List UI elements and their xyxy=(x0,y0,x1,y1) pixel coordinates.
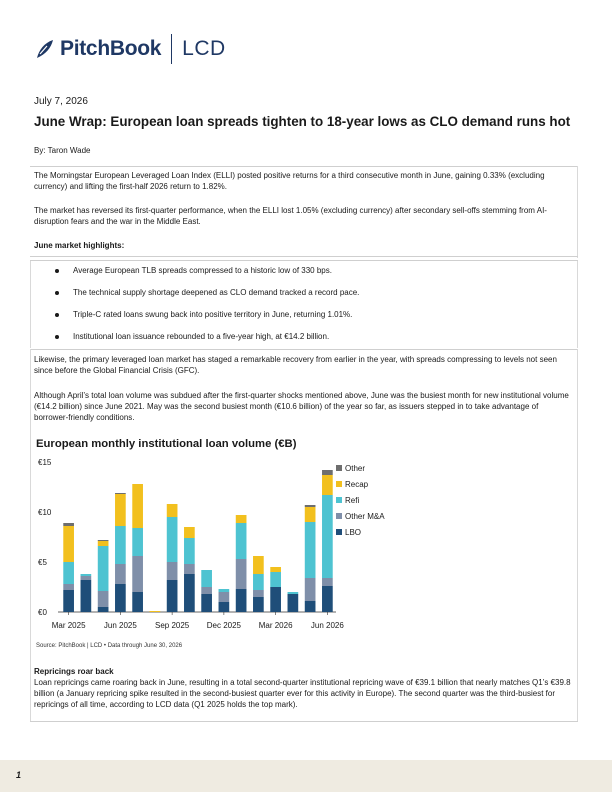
bar-segment xyxy=(253,556,264,574)
bar-segment xyxy=(167,517,178,562)
highlights-top-rule xyxy=(30,260,578,261)
x-tick-label: Mar 2025 xyxy=(51,621,86,630)
bar-segment xyxy=(81,574,92,576)
section-divider xyxy=(30,721,578,722)
bar-segment xyxy=(288,592,299,594)
bar-segment xyxy=(305,522,316,578)
bar-segment xyxy=(253,597,264,612)
x-tick-label: Jun 2026 xyxy=(310,621,344,630)
bar-segment xyxy=(63,523,74,526)
section-divider xyxy=(30,349,578,350)
bar-segment xyxy=(132,528,143,556)
bar-segment xyxy=(184,564,195,574)
bar-segment xyxy=(132,484,143,528)
bar-segment xyxy=(63,590,74,612)
list-item: Institutional loan issuance rebounded to a five-year high, at €14.2 billion. xyxy=(54,332,554,354)
highlights-border xyxy=(30,260,31,348)
bar-segment xyxy=(270,572,281,587)
bar-segment xyxy=(184,574,195,612)
bar-segment xyxy=(115,584,126,612)
y-tick-label: €15 xyxy=(38,458,52,467)
x-tick-label: Jun 2025 xyxy=(103,621,137,630)
section-border xyxy=(577,166,578,258)
bar-segment xyxy=(236,589,247,612)
bar-segment xyxy=(184,527,195,538)
paragraph-q1-reversal: The market has reversed its first-quarter performance, when the ELLI lost 1.05% (excluding currency) after secondary sell-offs stemming from AI-disruption fears and the war in the Middle East. xyxy=(34,206,547,226)
legend-swatch xyxy=(336,481,342,487)
bar-segment xyxy=(98,546,109,591)
logo-product-name: LCD xyxy=(182,37,226,60)
bar-segment xyxy=(98,540,109,541)
bar-segment xyxy=(253,590,264,597)
bar-segment xyxy=(288,594,299,612)
bar-segment xyxy=(236,523,247,559)
list-item: Average European TLB spreads compressed to a historic low of 330 bps. xyxy=(54,266,554,288)
legend-label: Refi xyxy=(345,496,360,505)
paragraph-primary-recovery: Likewise, the primary leveraged loan market has staged a remarkable recovery from earlier in the year, with spreads compressing to levels not seen since before the Global Financial Crisis (GFC). xyxy=(34,355,557,375)
loan-volume-chart xyxy=(30,452,385,642)
paragraph-intro: The Morningstar European Leveraged Loan Index (ELLI) posted positive returns for a third consecutive month in June, gaining 0.33% (excluding currency) and lifting the first-half 2026 return to 1.82%. xyxy=(34,171,545,191)
list-item: The technical supply shortage deepened as CLO demand tracked a record pace. xyxy=(54,288,554,310)
x-tick-label: Dec 2025 xyxy=(206,621,241,630)
bar-segment xyxy=(270,587,281,612)
pitchbook-leaf-icon xyxy=(34,38,56,60)
page-number: 1 xyxy=(16,770,22,780)
bar-segment xyxy=(81,580,92,612)
bar-segment xyxy=(305,507,316,522)
bar-segment xyxy=(270,567,281,572)
legend-swatch xyxy=(336,497,342,503)
legend-swatch xyxy=(336,529,342,535)
bar-segment xyxy=(219,602,230,612)
bar-segment xyxy=(132,592,143,612)
legend-label: Recap xyxy=(345,480,369,489)
bar-segment xyxy=(305,601,316,612)
bar-segment xyxy=(63,526,74,562)
bar-segment xyxy=(201,570,212,587)
highlights-border xyxy=(577,260,578,348)
bar-segment xyxy=(305,578,316,601)
legend-label: LBO xyxy=(345,528,362,537)
bar-segment xyxy=(322,470,333,475)
body-border xyxy=(577,349,578,721)
bar-segment xyxy=(167,562,178,580)
chart-title: European monthly institutional loan volume (€B) xyxy=(36,438,297,450)
bar-segment xyxy=(322,495,333,578)
legend-label: Other xyxy=(345,464,366,473)
legend-swatch xyxy=(336,513,342,519)
bar-segment xyxy=(201,594,212,612)
legend-label: Other M&A xyxy=(345,512,385,521)
bar-segment xyxy=(98,607,109,612)
bar-segment xyxy=(115,564,126,584)
bar-segment xyxy=(219,589,230,592)
highlights-list xyxy=(54,266,554,354)
logo-divider xyxy=(171,34,172,64)
bar-segment xyxy=(115,493,126,494)
bar-segment xyxy=(236,559,247,589)
section-divider xyxy=(30,166,578,167)
repricings-heading: Repricings roar back xyxy=(34,667,114,676)
legend-swatch xyxy=(336,465,342,471)
bar-segment xyxy=(167,580,178,612)
bar-segment xyxy=(322,578,333,586)
article-headline: June Wrap: European loan spreads tighten to 18-year lows as CLO demand runs hot xyxy=(34,114,571,129)
bar-segment xyxy=(132,556,143,592)
bar-segment xyxy=(115,526,126,564)
bar-segment xyxy=(150,611,161,612)
y-tick-label: €0 xyxy=(38,608,47,617)
article-date: July 7, 2026 xyxy=(34,96,88,107)
bar-segment xyxy=(322,475,333,495)
chart-source: Source: PitchBook | LCD • Data through June 30, 2026 xyxy=(36,643,183,649)
bar-segment xyxy=(63,562,74,584)
bar-segment xyxy=(201,587,212,594)
x-tick-label: Mar 2026 xyxy=(258,621,293,630)
list-item: Triple-C rated loans swung back into positive territory in June, returning 1.01%. xyxy=(54,310,554,332)
bar-segment xyxy=(305,505,316,507)
x-tick-label: Sep 2025 xyxy=(154,621,190,630)
y-tick-label: €10 xyxy=(38,508,52,517)
bar-segment xyxy=(253,574,264,590)
bar-segment xyxy=(167,504,178,517)
bar-segment xyxy=(98,541,109,546)
paragraph-repricings: Loan repricings came roaring back in June, resulting in a total second-quarter institutional repricing wave of €39.1 billion that nearly matches Q1’s €39.8 billion (a January repricing spike resulted in the second-busiest quarter ever for this activity in Europe). The second quarter was the third-busiest for repricings of all time, according to LCD data (Q1 2025 holds the top mark). xyxy=(34,678,571,709)
bar-segment xyxy=(219,592,230,602)
bar-segment xyxy=(98,591,109,607)
bar-segment xyxy=(81,576,92,580)
bar-segment xyxy=(184,538,195,564)
section-divider xyxy=(30,256,578,257)
pitchbook-lcd-logo xyxy=(34,32,226,66)
logo-brand-name: PitchBook xyxy=(60,37,162,60)
paragraph-volume: Although April’s total loan volume was subdued after the first-quarter shocks mentioned above, June was the busiest month for new institutional volume (€14.2 billion) since June 2021. May was the second busiest month (€10.6 billion) of the year so far, as issuers stepped in to take advantage of borrower-friendly conditions. xyxy=(34,391,569,422)
bar-segment xyxy=(322,586,333,612)
article-byline: By: Taron Wade xyxy=(34,146,91,155)
bar-segment xyxy=(115,494,126,526)
bar-segment xyxy=(63,584,74,590)
bar-segment xyxy=(236,515,247,523)
footer-band xyxy=(0,760,612,792)
y-tick-label: €5 xyxy=(38,558,47,567)
highlights-heading: June market highlights: xyxy=(34,241,125,250)
